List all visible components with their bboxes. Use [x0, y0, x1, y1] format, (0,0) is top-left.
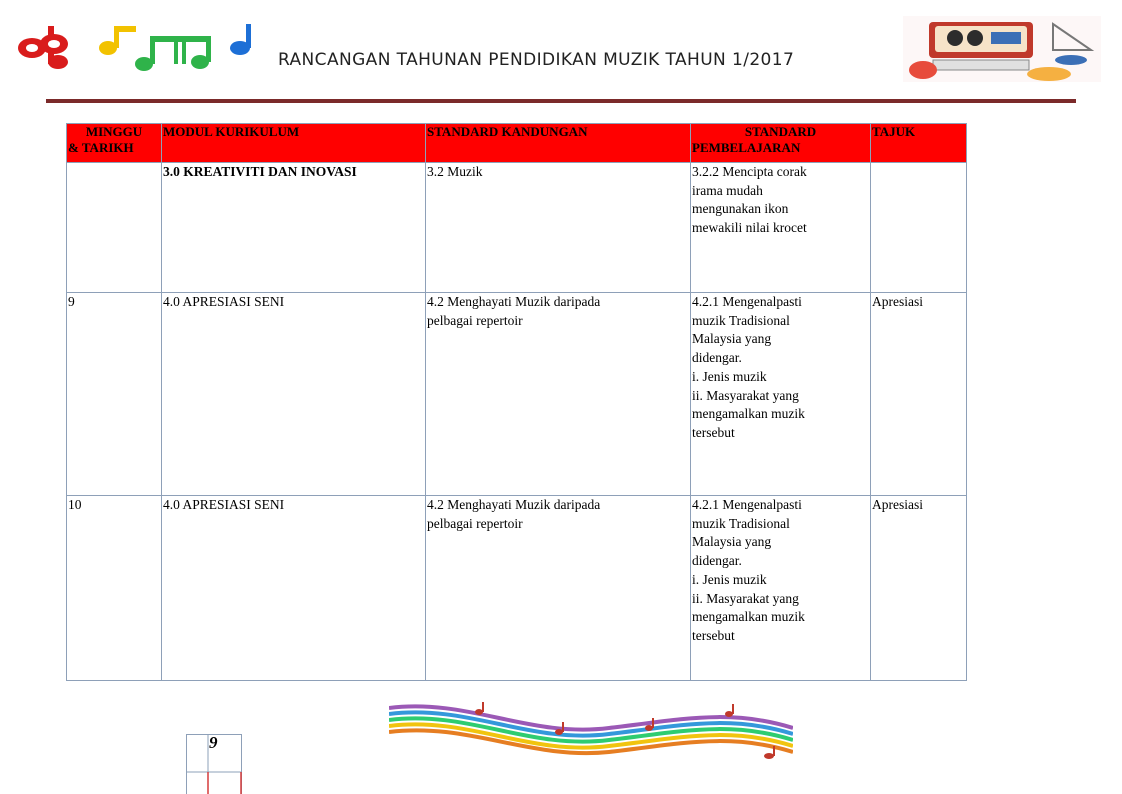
table-row: [67, 496, 967, 681]
cell-pembelajaran: 4.2.1 Mengenalpasti muzik Tradisional Malaysia yang didengar. i. Jenis muzik ii. Masyarakat yang mengamalkan muzik tersebut: [691, 293, 871, 496]
cell-modul: 3.0 KREATIVITI DAN INOVASI: [162, 163, 426, 293]
column-header-tajuk: TAJUK: [871, 124, 967, 163]
table-row: [67, 293, 967, 496]
cell-minggu: 9: [67, 293, 162, 496]
column-header-pembelajaran: STANDARD PEMBELAJARAN: [691, 124, 871, 163]
cell-modul: 4.0 APRESIASI SENI: [162, 293, 426, 496]
column-header-kandungan: STANDARD KANDUNGAN: [426, 124, 691, 163]
annual-plan-table: [66, 123, 967, 681]
table-header-row: [67, 124, 967, 163]
cell-modul: 4.0 APRESIASI SENI: [162, 496, 426, 681]
music-notes-icon: [14, 18, 264, 76]
cell-minggu: [67, 163, 162, 293]
music-wave-icon: [389, 698, 793, 762]
column-header-minggu: MINGGU & TARIKH: [67, 124, 162, 163]
cell-kandungan: 4.2 Menghayati Muzik daripada pelbagai repertoir: [426, 293, 691, 496]
table-row: [67, 163, 967, 293]
cell-minggu: 10: [67, 496, 162, 681]
header-divider: [46, 99, 1076, 103]
musical-instruments-icon: [903, 16, 1101, 82]
cell-pembelajaran: 4.2.1 Mengenalpasti muzik Tradisional Malaysia yang didengar. i. Jenis muzik ii. Masyarakat yang mengamalkan muzik tersebut: [691, 496, 871, 681]
cell-tajuk: Apresiasi: [871, 496, 967, 681]
document-title: RANCANGAN TAHUNAN PENDIDIKAN MUZIK TAHUN 1/2017: [278, 50, 795, 70]
cell-kandungan: 3.2 Muzik: [426, 163, 691, 293]
cell-tajuk: [871, 163, 967, 293]
cell-kandungan: 4.2 Menghayati Muzik daripada pelbagai repertoir: [426, 496, 691, 681]
cell-tajuk: Apresiasi: [871, 293, 967, 496]
cell-pembelajaran: 3.2.2 Mencipta corak irama mudah mengunakan ikon mewakili nilai krocet: [691, 163, 871, 293]
page-number: 9: [209, 733, 218, 752]
column-header-modul: MODUL KURIKULUM: [162, 124, 426, 163]
